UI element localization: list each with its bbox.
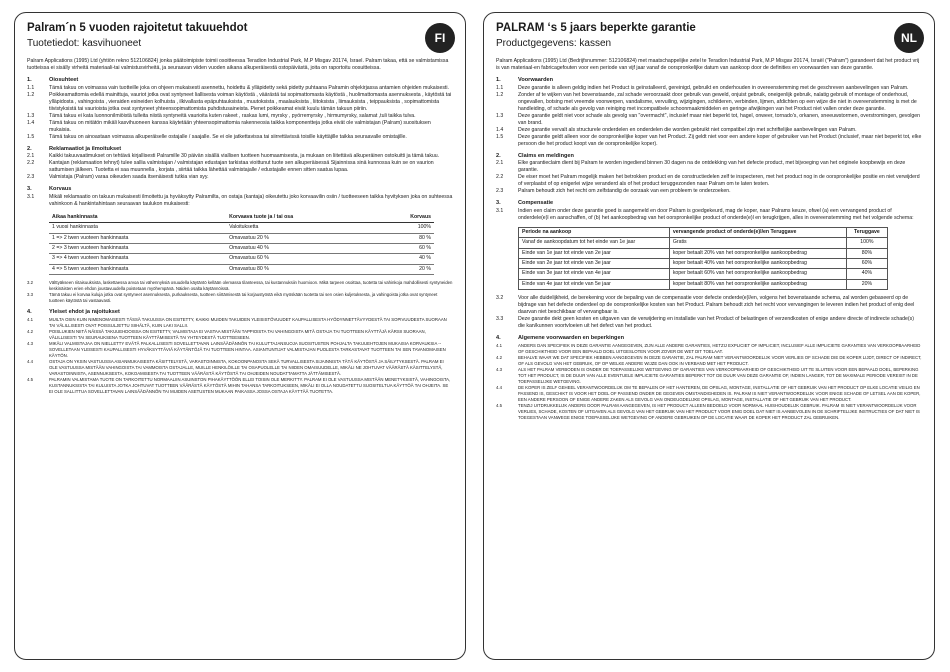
clause-number: 4.3 xyxy=(496,366,502,372)
clause-text: Poikkeamattomia edellä mainittuja, vauriot jotka ovat syntyneet liallisesta voiman käytöstä , väärästä tai sopimattomasta käytöstä , huolimattomasta asennuksesta , käytöstä tai ylläpidosta , vahingoista , vieraiden esineiden kolhuista , ilkivallasta epäpuhtauksista , muutoksista , maalauksista , liitoksista , liimauksista , teippauksista , sopimattomista tiivistyksistä tai vaurioista jotka ovat syntyneet yhteensopimattomista puhdistusaineista. Pienet poikkeamat eivät kuulu tämän takuun piiriin. xyxy=(49,91,452,112)
table-cell: koper betaalt 60% van het oorspronkelijke aankoopbedrag xyxy=(669,269,846,279)
table-cell: Gratis xyxy=(669,238,846,248)
table-cell: 40% xyxy=(846,269,887,279)
clause-number: 4.4 xyxy=(27,358,33,364)
clause-number: 1.3 xyxy=(27,112,35,119)
table-cell: 20 % xyxy=(376,264,434,274)
section-number: 1. xyxy=(27,77,32,84)
clause-number: 4.1 xyxy=(27,316,33,322)
table-header-cell: vervangende product of onderde(e)l/en Teruggave xyxy=(669,227,846,238)
clause-number: 4.2 xyxy=(27,328,33,334)
table-cell: Omavastuu 40 % xyxy=(226,243,376,253)
table-cell: koper betaalt 40% van het oorspronkelijke aankoopbedrag xyxy=(669,258,846,268)
clause xyxy=(496,403,922,421)
table-cell: 1 vuosi hankinnasta xyxy=(49,223,226,233)
clause-text: TENZIJ UITDRUKKELIJK ANDERS DOOR PALRAM AANGEGEVEN, IS HET PRODUCT ALLEEN BEDOELD VOOR NORMAAL HUISHOUDELIJK GEBRUIK. PALRAM IS NIET VERANTWOORDELIJK VOOR VERLIES, SCHADE, KOSTEN OF UITGAVEN ALS GEVOLG VAN HET GEBRUIK VAN HET PRODUCT VOOR ENIG DOEL DAT NIET IS AANBEVOLEN IN DE SCHRIFTELIJKE INSTRUCTIES OF DAT NIET IS TOEGESTAAN VANWEGE ENIGE TOEPASSELIJKE WETGEVING OF ANDERE GEBRUIKEN OP DE LOCATIE WAAR DE KOPER HET PRODUCT ZAL GEBRUIKEN. xyxy=(518,402,920,420)
clause-text: Tämä takuu on mitätön mikäli kasvihuoneen kanssa käytetään yhteensopimattomia rakenneosia taikka komponentteja jotka eivät ole valmistajan (Palram) suosituksen mukaisia. xyxy=(49,119,431,133)
table-cell: 2 => 3 twen vuoteen hankinnasta xyxy=(49,243,226,253)
table-header-cell: Aikaa hankinnasta xyxy=(49,213,226,223)
clause-list xyxy=(496,160,922,195)
clause xyxy=(27,120,453,134)
clause xyxy=(496,316,922,330)
clause-number: 1.4 xyxy=(27,119,35,126)
table-row xyxy=(49,254,434,264)
table-row xyxy=(519,258,888,268)
table-header-row xyxy=(49,213,434,223)
section-number: 4. xyxy=(496,335,501,342)
clause xyxy=(27,134,453,141)
clause xyxy=(496,188,922,195)
clause-text: MIKÄLI VALMISTAJAA ON NIELLETTY EVÄTÄ PALKALLISESTI SOVELLETTAVAN LAINSÄÄDÄNNÖN TAI KULUTTAJANSUOJA SUOSITUSTEN POHJALTA TAKUUEHTOJEN MUKAISIA KORVAUKSIA -- SOVELLETAAN YLEISESTI KAUPALLISESTI HYVÄKSYTTÄVIÄ KÄYTÄNTÖJÄ TAI TUOTTEEN HINTAA. ASIANTUNTIJAT VALMISTAJAN PUOLESTA TARKASTAVAT TUOTTEEN TAI SEN TAVANOMAISEN KÄYTÖN. xyxy=(49,340,446,358)
section-compensation xyxy=(496,200,922,330)
clause-list xyxy=(27,85,453,141)
clause xyxy=(27,160,453,174)
page-subtitle: Productgegevens: kassen xyxy=(496,38,612,49)
table-cell: Omavastuu 60 % xyxy=(226,254,376,264)
language-badge-fi: FI xyxy=(425,23,455,53)
clause xyxy=(496,113,922,127)
clause-number: 1.1 xyxy=(27,84,35,91)
clause xyxy=(27,377,453,395)
clause-text: OSTAJA ON YKSIN VASTUUSSA ASIANMUKAISESTA KÄSITTELYSTÄ, VARASTOINNISTA, KOKOONPANOSTA SEKÄ TURVALLISESTA SIJAINNISTA TÄTÄ KÄYTÖSTÄ JA SÄILYTYKSESTÄ. PALRAM EI OLE VASTUUSSA MISTÄÄN VAHINGOISTA TAI VAMMOISTA OSTAJALLE, MUILLE HENKILÖILLE TAI OSAPUOLELLE TAI NIIDEN OMAISUUDELLE, MIKÄLI NE JOHTUVAT VÄÄRÄSTÄ KÄSITTELYSTÄ, VARASTOINNISTA, ASENNUKSESTA, KOKOAMISESTA TAI TUOTTEEN VÄÄRÄSTÄ KÄYTÖSTÄ TAI OHJEIDEN NOUDATTAMATTA JÄTTÄMISESTÄ. xyxy=(49,358,444,376)
table-cell: Einde van 3e jaar tot einde van 4e jaar xyxy=(519,269,670,279)
clause-number: 2.1 xyxy=(496,160,504,167)
finnish-warranty-page xyxy=(14,12,466,660)
clause-text: Tämä takuu ei korvaa kuluja jotka ovat syntyneet asennuksesta, purkauksesta, tuotteen siirtämisestä tai korjaustyöstä eikä myöskään tuotetta tai sen osien kuljetuksesta, ja vahingoista jotka ovat syntyneet tuotteen käytöstä tai vastaavasti. xyxy=(49,292,438,304)
table-cell: 3 => 4 twen vuoteen hankinnasta xyxy=(49,254,226,264)
clause-text: MUILTA OSIN KUIN NIMENOMAISESTI TÄSSÄ TAKUUSSA ON ESITETTY, KAIKKI MUIDEN TAKUIDEN YLEISISTÖVUUDET KAUPALLISESTA HYÖDYNNETTÄVYYDESTÄ TAI SOPIVUUDESTA SUORAAN TAI VÄLILLISESTI OVAT POISSULJETTU SIIHÄLTÄ, KUIN LAKI SALLII. xyxy=(49,316,447,328)
section-conditions xyxy=(496,77,922,147)
table-row xyxy=(519,279,888,289)
clause-number: 2.2 xyxy=(496,174,504,181)
clause xyxy=(27,153,453,160)
clause xyxy=(496,92,922,113)
page-subtitle: Tuotetiedot: kasvihuoneet xyxy=(27,38,142,49)
clause xyxy=(496,343,922,355)
clause-text: Valmistaja (Palram) varaa oikeuden saada itsenäisesti tutkia vian syy. xyxy=(49,174,209,181)
section-general-terms xyxy=(27,309,453,394)
clause-list xyxy=(27,153,453,181)
table-cell: 80 % xyxy=(376,233,434,243)
clause-text: Deze garantie geldt alleen voor de oorspronkelijke koper van het Product. Zij geldt niet voor een andere koper of gebruiker van het Product (inclusief, maar niet beperkt tot, elke persoon die het product koopt van de oorspronkelijke koper). xyxy=(518,133,922,147)
clause-number: 1.2 xyxy=(27,91,35,98)
clause-list xyxy=(496,85,922,148)
clause-text: POISLUKIEN NIITÄ NÄISSÄ TAKUUEHDOISSA ON ESITETTY, VALMISTAJA EI VASTAA MISTÄÄN TAPPIOISTA TAI VAHINGOISTA MITÄ OSTAJA TAI TUOTTEEN KÄYTTÄJÄ KÄRSII SUORAAN, VÄLILLISESTI TAI SEURAUKSENA TUOTTEEN KÄYTTÄMISESTÄ TAI YHTEYDESTÄ TUOTTEESEEN. xyxy=(49,328,426,340)
clause-number: 4.5 xyxy=(27,376,33,382)
clause-list xyxy=(27,317,453,395)
clause xyxy=(496,160,922,174)
clause-number: 3.2 xyxy=(27,280,33,286)
table-cell: Vanaf de aankoopdatum tot het einde van 1e jaar xyxy=(519,238,670,248)
clause-text: Deze garantie geldt niet voor schade als gevolg van "overmacht", inclusief maar niet beperkt tot, hagel, onweer, tornado's, orkanen, sneeuwstormen, overstromingen, gevolgen van brand. xyxy=(518,112,921,126)
section-number: 3. xyxy=(27,186,32,193)
clause-text: Elke garantieclaim dient bij Palram te worden ingediend binnen 30 dagen na de ontdekking van het defecte product, met bijvoeging van het originele koopbewijs en deze garantie. xyxy=(518,160,906,174)
clause-number: 1.1 xyxy=(496,84,504,91)
section-number: 4. xyxy=(27,309,32,316)
table-cell: 100% xyxy=(846,238,887,248)
table-header-cell: Periode na aankoop xyxy=(519,227,670,238)
clause-list xyxy=(496,343,922,421)
dutch-warranty-page xyxy=(483,12,935,660)
compensation-table xyxy=(49,213,434,276)
table-cell: 80% xyxy=(846,248,887,258)
clause xyxy=(496,385,922,403)
table-row xyxy=(49,264,434,274)
clause-text: PALRAMIN VALMISTAMA TUOTE ON TARKOITETTU NORMAALIIN ASUINSTON PIHAKÄYTTÖÖN ELLEI TOISIN OLE MERKITTY. PALRAM EI OLE VASTUUSSA MISTÄÄN MENETYKSISTÄ, VAHINGOISTA, KUSTANNUKSISTA TAI KULUISTA JOTKA JOHTUVAT TUOTTEEN VÄÄRÄSTÄ KÄYTÖSTÄ MIHIN TAHANSA TARKOITUKSEEN, MIKÄLI EI OLLA NOUDATETTU SUOSITELTUA KÄYTTÖÄ TAI OHJEITA. SE EI OLE SALLITTUA SOVELLETTAVAN LAINSÄÄDÄNNÖN TAI MUIDEN ASETUSTEN MUKAAN PAIKASSA JOSSA OSTAJA KÄYTTÄÄ TUOTETTA. xyxy=(49,376,451,394)
clause xyxy=(27,92,453,113)
clause xyxy=(496,367,922,385)
clause-number: 3.3 xyxy=(27,292,33,298)
section-heading: Oiosuhteet xyxy=(49,77,79,84)
clause-number: 2.3 xyxy=(496,188,504,195)
table-cell: Einde van 2e jaar tot einde van 3e jaar xyxy=(519,258,670,268)
clause-number: 3.3 xyxy=(496,316,504,323)
clause xyxy=(496,85,922,92)
clause xyxy=(27,329,453,341)
clause xyxy=(27,341,453,359)
clause-text: Tämä takuu ei kata luonnonilmiöistä tulleita niistä syntyneitä vaurioita kuten rakeet , raskas lumi, myrsky , pyörremyrsky , hirmumyrsky, salamat ,tuli taikka tulva. xyxy=(49,112,416,119)
clause-number: 4.3 xyxy=(27,340,33,346)
section-number: 3. xyxy=(496,200,501,207)
clause-number: 2.1 xyxy=(27,153,35,160)
section-number: 2. xyxy=(27,145,32,152)
table-row xyxy=(49,243,434,253)
compensation-table xyxy=(518,227,888,291)
clause-number: 4.4 xyxy=(496,384,502,390)
clause-text: ANDERS DAN SPECIFIEK IN DEZE GARANTIE AANGEGEVEN, ZIJN ALLE ANDERE GARANTIES, HETZIJ EXPLICIET OF IMPLICIET, INCLUSIEF ALLE IMPLICIETE GARANTIES VAN VERKOOPBAARHEID OF GESCHIKTHEID VOOR EEN BEPAALD DOEL UITGESLOTEN VOOR ZOVER DE WET DIT TOELAAT. xyxy=(518,342,921,354)
section-heading: Voorwaarden xyxy=(518,77,554,84)
clause-text: Kantajan (reklamaation tehnyt) tulee sallia valmistajan / valmistajan edustajan tarkistaa vioittunut tuote sen alkuperäisessä Sijainnissa sinä kunnossa kuin se on vaurion sattumisen jälkeen. Tuotetta ei saa muunnella , korjata , siirtää taikka lähettää valmistajalle / edustajalle ennen sitten saatua lupaa. xyxy=(49,160,434,174)
clause xyxy=(27,359,453,377)
section-number: 1. xyxy=(496,77,501,84)
section-heading: Reklamaatiot ja ilmoitukset xyxy=(49,145,122,152)
language-badge-nl: NL xyxy=(894,23,924,53)
table-header-cell: Teruggave xyxy=(846,227,887,238)
section-heading: Yleiset ehdot ja rajoitukset xyxy=(49,309,120,316)
clause-list xyxy=(496,295,922,330)
table-header-cell: Korvaus xyxy=(376,213,434,223)
clause-number: 4.5 xyxy=(496,402,502,408)
clause-text: DE KOPER IS ZELF GEHEEL VERANTWOORDELIJK OM TE BEPALEN OF HET HANTEREN, DE OPSLAG, MONTAGE, INSTALLATIE OF HET GEBRUIK VAN HET PRODUCT OP ELKE LOCATIE VEILIG EN PASSEND IS, GESCHIKT IS VOOR HET DOEL OF PASSEND ONDER DE GEGEVEN OMSTANDIGHEDEN IS. PALRAM IS NIET VERANTWOORDELIJK VOOR ENIGE SCHADE OF LETSEL AAN DE KOPER, EEN ANDERE PERSOON OF ENIGE ANDERE ZAKEN ALS GEVOLG VAN ONDEUGDELIJKE OPSLAG, MONTAGE, INSTALLATIE OF HET GEBRUIK VAN HET PRODUCT. xyxy=(518,384,921,402)
clause-text: Voor alle duidelijkheid, de berekening voor de bepaling van de compensatie voor defecte onderde(e)l/en, volgens het bovenstaande schema, zal worden gebaseerd op de bijdrage van het defecte onderdeel op de oorspronkelijke kosten van het Product. Palram behoudt zich het recht voor vervangingen te leveren indien het product of enig deel daarvan niet beschikbaar of vervangbaar is. xyxy=(518,295,915,316)
clause xyxy=(27,280,453,292)
clause-number: 1.4 xyxy=(496,126,504,133)
section-heading: Claims en meldingen xyxy=(518,152,574,159)
table-cell: Valoituksetta xyxy=(226,223,376,233)
clause-number: 4.2 xyxy=(496,354,502,360)
clause-text: Tämä takuu on ainoastaan voimassa alkuperäiselle ostajalle / saajalle. Se ei ole jatkettavissa tai siirrettävissä toisille käyttäjille taikka seuraavalle omistajille. xyxy=(49,133,407,140)
section-heading: Compensatie xyxy=(518,200,554,207)
intro-paragraph: Palram Applications (1995) Ltd (yhtiön rekno 512106824) jonka päätoimipiste toimii osoitteessa Teradion Industrial Park, M.P Misgav 20174, Israel. Palram takaa, että se valmistamissa tuotteissa ei sisälly virheitä materiaali-tai valmistusvirheitä, ja seuraavan viiden vuoden aikana alkuperäisestä ostopäivästä, joita on raportoitu oosuitteissa. xyxy=(27,58,449,72)
table-row xyxy=(519,248,888,258)
table-cell: Omavastuu 80 % xyxy=(226,264,376,274)
clause-number: 1.5 xyxy=(496,133,504,140)
clause xyxy=(496,355,922,367)
table-cell: Einde van 1e jaar tot einde van 2e jaar xyxy=(519,248,670,258)
clause xyxy=(27,113,453,120)
section-conditions xyxy=(27,77,453,140)
table-cell: 1 => 2 twen vuoteen hankinnasta xyxy=(49,233,226,243)
clause-text: BEHALVE WAAR WE DAT SPECIFIEK HEBBEN AANGEGEVEN IN DEZE GARANTIE, ZAL PALRAM NIET VERANTWOORDELIJK VOOR VERLIES OF SCHADE DIE DE KOPER LIJDT, DIRECT OF INDIRECT, OF ALS GEVOLG VAN HET GEBRUIK, OF OP WELKE ANDERE WIJZE DAN OOK IN VERBAND MET HET PRODUCT. xyxy=(518,354,922,366)
table-cell: 100% xyxy=(376,223,434,233)
section-number: 2. xyxy=(496,152,501,159)
table-row xyxy=(49,223,434,233)
clause-number: 2.2 xyxy=(27,160,35,167)
clause xyxy=(27,292,453,304)
section-compensation xyxy=(27,186,453,304)
clause xyxy=(27,85,453,92)
table-header-row xyxy=(519,227,888,238)
clause-text: Tämä takuu on voimassa vain tuotteille joka on ohjeen mukaisesti asennettu, hoidettu & ylläpidetty sekä pidetty puhtaana Palramin ohjekirjassa antamien ohjeiden mukaisesti. xyxy=(49,84,449,91)
table-row xyxy=(49,233,434,243)
intro-paragraph: Palram Applications (1995) Ltd (Bedrijfsnummer: 512106824) met maatschappelijke zetel te Teradion Industrial Park, M.P Misgav 20174, Israël ("Palram") garandeert dat het product vrij is van materiaal-en fabricagefouten voor een periode van vijf jaar vanaf de oorspronkelijke datum van aankoop door de definities en voorwaarden van deze garantie. xyxy=(496,58,920,72)
clause-list xyxy=(27,280,453,304)
clause-text: Deze garantie vervalt als structurele onderdelen en onderdelen die worden gebruikt niet compatibel zijn met schriftelijke aanbevelingen van Palram. xyxy=(518,126,857,133)
clause: 3.1 Indien een claim onder deze garantie goed is aangemeld en door Palram is goedgekeurd, mag de koper, naar Palrams keuze, ofwel (a) een vervangend product of onderdele(e)l en aanschaffen, of (b) het aankoopbedrag van het oorspronkelijke product of onderde(e)l en terugkrijgen, alles in overeenstemming met het volgende schema: xyxy=(496,207,914,221)
table-cell: koper betaalt 20% van het oorspronkelijke aankoopbedrag xyxy=(669,248,846,258)
clause-number: 3.2 xyxy=(496,295,504,302)
clause xyxy=(496,134,922,148)
clause xyxy=(496,174,922,188)
table-cell: 40 % xyxy=(376,254,434,264)
clause-text: Deze garantie dekt geen kosten en uitgaven van de verwijdering en installatie van het Product of belastingen of verzendkosten of enige andere directe of indirecte schade(s) die kan/kunnen voortvloeien uit het defect van het product. xyxy=(518,316,914,330)
table-row xyxy=(519,238,888,248)
section-heading: Korvaus xyxy=(49,186,72,193)
clause-number: 1.2 xyxy=(496,91,504,98)
clause-number: 4.1 xyxy=(496,342,502,348)
clause xyxy=(27,174,453,181)
clause xyxy=(27,317,453,329)
clause-number: 1.3 xyxy=(496,112,504,119)
clause xyxy=(496,295,922,316)
clause-text: ALS HET PALRAM VERBODEN IS ONDER DE TOEPASSELIJKE WETGEVING OF GARANTIES VAN VERKOOPBAARHEID OF GESCHIKTHEID UIT TE SLUITEN VOOR EEN BEPAALD DOEL, BEPERKING TOT HET PRODUCT, IS DE DUUR VAN ALLE EVENTUELE IMPLICIETE GARANTIES BEPERKT TOT DE DUUR VAN DEZE GARANTIE OF, INDIEN LANGER, TOT DE MAXIMALE PERIODE VEREIST IN DE TOEPASSELIJKE WETGEVING. xyxy=(518,366,919,384)
clause xyxy=(496,127,922,134)
table-cell: 20% xyxy=(846,279,887,289)
clause-number: 2.3 xyxy=(27,174,35,181)
clause-text: Deze garantie is alleen geldig indien het Product is geïnstalleerd, gereinigd, gebruikt en onderhouden in overeenstemming met de geschreven aanbevelingen van Palram. xyxy=(518,84,909,91)
clause: 3.1 Mikäli reklamaatio on takuun mukaisesti ilmoitettu ja hyväksytty Palramilta, on ostaja (kantaja) oikeutettu joko korvaavilin osiin / tuotteeseen taikka hyvityksen joka on suhteessa vahinkoon & hankintahintaan seuraavan taulukon mukaisesti: xyxy=(27,193,453,207)
table-header-cell: Korvaava tuote ja / tai osa xyxy=(226,213,376,223)
page-title: PALRAM ‘s 5 jaars beperkte garantie xyxy=(496,22,696,34)
table-cell: 60 % xyxy=(376,243,434,253)
page-title: Palram´n 5 vuoden rajoitetut takuuehdot xyxy=(27,22,248,34)
clause-text: De eiser moet het Palram mogelijk maken het betrokken product en de constructiedelen zelf te inspecteren, met het product nog in de oorspronkelijke positie en niet verwijderd of verplaatst of op enigerlei wijze veranderd als of het product teruggezonden naar Palram om te laten testen. xyxy=(518,174,920,188)
clause-text: Kaikki takuuvaatimukset on tehtävä kirjallisesti Palramille 30 päivän sisällä viallisen tuotteen huomaamisesta, ja mukaan on liitettävä alkuperäinen ostokuitti ja tämä takuu. xyxy=(49,153,440,160)
clause-text: Välttyäkseen riitaisuuksista, laskettaessa arvoa tai vähennyksiä osuudella käytäntö kellään olemassa tilanteessa, tai kustannuksiin huomioon. Mikä tarpeen osoittaa, tuotetta tai vahinkoja mahdollisesti syntyneiden keskinäisten erien ehdon joustavuudella poistetaan myöhempänä. Näiden osalta käytännöissä. xyxy=(49,280,453,292)
section-heading: Algemene voorwaarden en beperkingen xyxy=(518,335,624,342)
table-cell: 4 => 5 twen vuoteen hankinnasta xyxy=(49,264,226,274)
table-cell: 60% xyxy=(846,258,887,268)
clause-text: Zonder af te wijken van het bovenstaande, zal schade veroorzaakt door gebruik van geweld, onjuist gebruik, oneigenlijk gebruik, nalatig gebruik of montage of onderhoud, ongevallen, botsing met vreemde voorwerpen, vandalisme, vervuiling, wijzigingen, schilderen, verbinden, lijmen, afdichten op een wijze die niet in overeenstemming is met de handleiding, of schade als gevolg van reiniging met incompatibele schoonmaakmiddelen en geringe afwijkingen van het Product niet vallen onder deze garantie. xyxy=(518,91,917,112)
table-cell: Einde van 4e jaar tot einde van 5e jaar xyxy=(519,279,670,289)
table-cell: koper betaalt 80% van het oorspronkelijke aankoopbedrag xyxy=(669,279,846,289)
table-cell: Omavastuu 20 % xyxy=(226,233,376,243)
table-row xyxy=(519,269,888,279)
clause-text: Palram behoudt zich het recht om zelfstandig de oorzaak van een probleem te onderzoeken. xyxy=(518,188,731,195)
section-claims xyxy=(27,146,453,181)
section-general-terms xyxy=(496,335,922,420)
clause-number: 1.5 xyxy=(27,133,35,140)
section-claims xyxy=(496,153,922,195)
